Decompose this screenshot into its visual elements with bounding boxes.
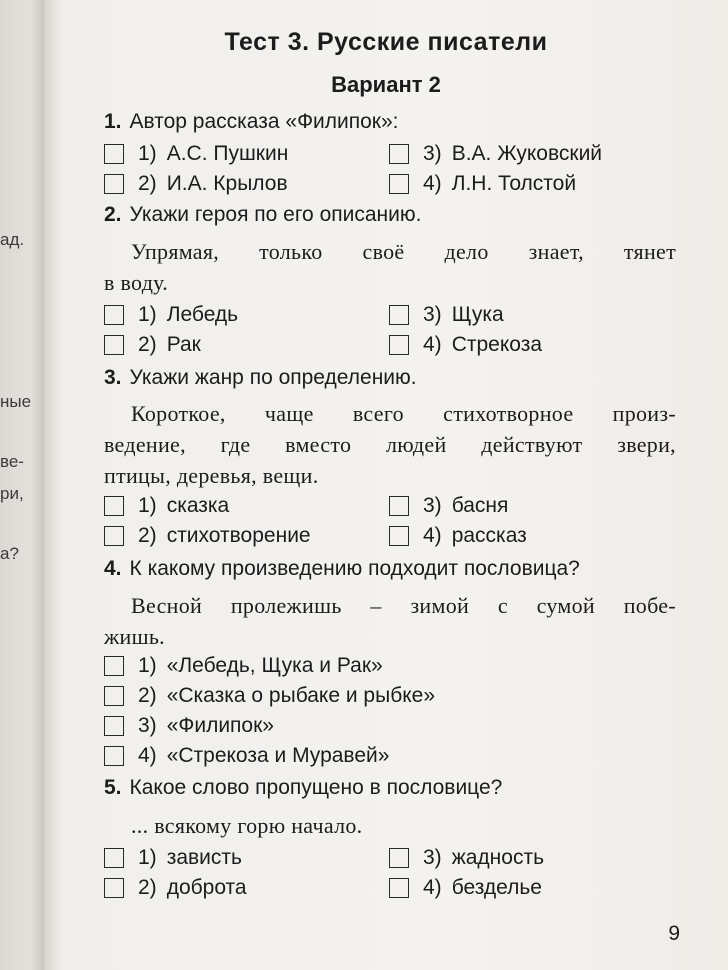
q2-option-3[interactable]: 3) Щука bbox=[389, 303, 504, 327]
checkbox[interactable] bbox=[389, 526, 409, 546]
checkbox[interactable] bbox=[104, 686, 124, 706]
q2-option-2[interactable]: 2) Рак bbox=[104, 333, 201, 357]
q4-option-1[interactable]: 1) «Лебедь, Щука и Рак» bbox=[104, 654, 383, 678]
adjacent-page-edge bbox=[0, 0, 44, 970]
option-label: Стрекоза bbox=[451, 333, 543, 356]
option-label: Л.Н. Толстой bbox=[451, 172, 577, 195]
margin-fragment: ри, bbox=[0, 484, 24, 503]
question-4 bbox=[104, 557, 580, 581]
q3-option-1[interactable]: 1) сказка bbox=[104, 494, 229, 518]
checkbox[interactable] bbox=[389, 878, 409, 898]
question-2 bbox=[104, 203, 421, 227]
q1-option-3[interactable]: 3) В.А. Жуковский bbox=[389, 142, 602, 166]
checkbox[interactable] bbox=[104, 496, 124, 516]
option-label: И.А. Крылов bbox=[166, 172, 288, 195]
question-number: 4. bbox=[104, 557, 122, 580]
option-label: А.С. Пушкин bbox=[166, 142, 289, 165]
q4-option-2[interactable]: 2) «Сказка о рыбаке и рыбке» bbox=[104, 684, 435, 708]
option-label: стихотворение bbox=[166, 524, 311, 547]
checkbox[interactable] bbox=[389, 174, 409, 194]
margin-fragment: ад. bbox=[0, 230, 25, 249]
question-number: 3. bbox=[104, 366, 122, 389]
checkbox[interactable] bbox=[389, 305, 409, 325]
option-label: жадность bbox=[451, 846, 545, 869]
q5-option-2[interactable]: 2) доброта bbox=[104, 876, 247, 900]
question-text: Укажи героя по его описанию. bbox=[129, 203, 422, 226]
margin-fragment: ные bbox=[0, 392, 32, 411]
checkbox[interactable] bbox=[104, 848, 124, 868]
question-number: 2. bbox=[104, 203, 122, 226]
q5-option-4[interactable]: 4) безделье bbox=[389, 876, 542, 900]
q4-option-3[interactable]: 3) «Филипок» bbox=[104, 714, 274, 738]
checkbox[interactable] bbox=[104, 305, 124, 325]
question-text: К какому произведению подходит пословица? bbox=[129, 557, 580, 580]
q2-option-4[interactable]: 4) Стрекоза bbox=[389, 333, 542, 357]
option-label: Щука bbox=[451, 303, 504, 326]
variant-subtitle: Вариант 2 bbox=[331, 72, 441, 97]
checkbox[interactable] bbox=[104, 144, 124, 164]
option-label: сказка bbox=[166, 494, 230, 517]
option-label: доброта bbox=[166, 876, 247, 899]
q3-option-2[interactable]: 2) стихотворение bbox=[104, 524, 311, 548]
checkbox[interactable] bbox=[104, 716, 124, 736]
checkbox[interactable] bbox=[104, 174, 124, 194]
q4-option-4[interactable]: 4) «Стрекоза и Муравей» bbox=[104, 744, 389, 768]
q1-option-2[interactable]: 2) И.А. Крылов bbox=[104, 172, 288, 196]
page-title: Тест 3. Русские писатели bbox=[224, 28, 548, 56]
option-label: рассказ bbox=[451, 524, 527, 547]
checkbox[interactable] bbox=[104, 526, 124, 546]
workbook-page bbox=[44, 0, 728, 970]
q2-option-1[interactable]: 1) Лебедь bbox=[104, 303, 238, 327]
q5-option-3[interactable]: 3) жадность bbox=[389, 846, 544, 870]
checkbox[interactable] bbox=[104, 878, 124, 898]
question-number: 1. bbox=[104, 110, 122, 133]
option-label: Рак bbox=[166, 333, 201, 356]
checkbox[interactable] bbox=[104, 335, 124, 355]
q5-option-1[interactable]: 1) зависть bbox=[104, 846, 242, 870]
option-label: «Лебедь, Щука и Рак» bbox=[166, 654, 383, 677]
checkbox[interactable] bbox=[389, 144, 409, 164]
option-label: «Стрекоза и Муравей» bbox=[166, 744, 390, 767]
question-3 bbox=[104, 366, 417, 390]
question-text: Автор рассказа «Филипок»: bbox=[129, 110, 399, 133]
margin-fragment: ве- bbox=[0, 452, 24, 471]
q1-option-1[interactable]: 1) А.С. Пушкин bbox=[104, 142, 288, 166]
option-label: «Филипок» bbox=[166, 714, 274, 737]
question-3-passage: Короткое, чаще всего стихотворное произ- ведение, где вместо людей действуют звери, птицы, деревья, вещи. bbox=[104, 401, 676, 488]
question-text: Какое слово пропущено в пословице? bbox=[129, 776, 503, 799]
option-label: зависть bbox=[166, 846, 242, 869]
option-label: басня bbox=[451, 494, 509, 517]
checkbox[interactable] bbox=[104, 746, 124, 766]
checkbox[interactable] bbox=[104, 656, 124, 676]
question-5 bbox=[104, 776, 502, 800]
option-label: В.А. Жуковский bbox=[451, 142, 603, 165]
option-label: безделье bbox=[451, 876, 542, 899]
question-1 bbox=[104, 110, 399, 134]
checkbox[interactable] bbox=[389, 496, 409, 516]
option-label: «Сказка о рыбаке и рыбке» bbox=[166, 684, 436, 707]
checkbox[interactable] bbox=[389, 335, 409, 355]
question-5-passage: ... всякому горю начало. bbox=[131, 813, 363, 838]
q3-option-4[interactable]: 4) рассказ bbox=[389, 524, 527, 548]
q1-option-4[interactable]: 4) Л.Н. Толстой bbox=[389, 172, 576, 196]
q3-option-3[interactable]: 3) басня bbox=[389, 494, 508, 518]
option-label: Лебедь bbox=[166, 303, 239, 326]
question-text: Укажи жанр по определению. bbox=[129, 366, 417, 389]
margin-fragment: а? bbox=[0, 544, 19, 563]
checkbox[interactable] bbox=[389, 848, 409, 868]
question-number: 5. bbox=[104, 776, 122, 799]
question-4-passage: Весной пролежишь – зимой с сумой побе- жишь. bbox=[104, 593, 676, 649]
question-2-passage: Упрямая, только своё дело знает, тянет в воду. bbox=[104, 239, 676, 295]
page-number: 9 bbox=[668, 922, 680, 945]
